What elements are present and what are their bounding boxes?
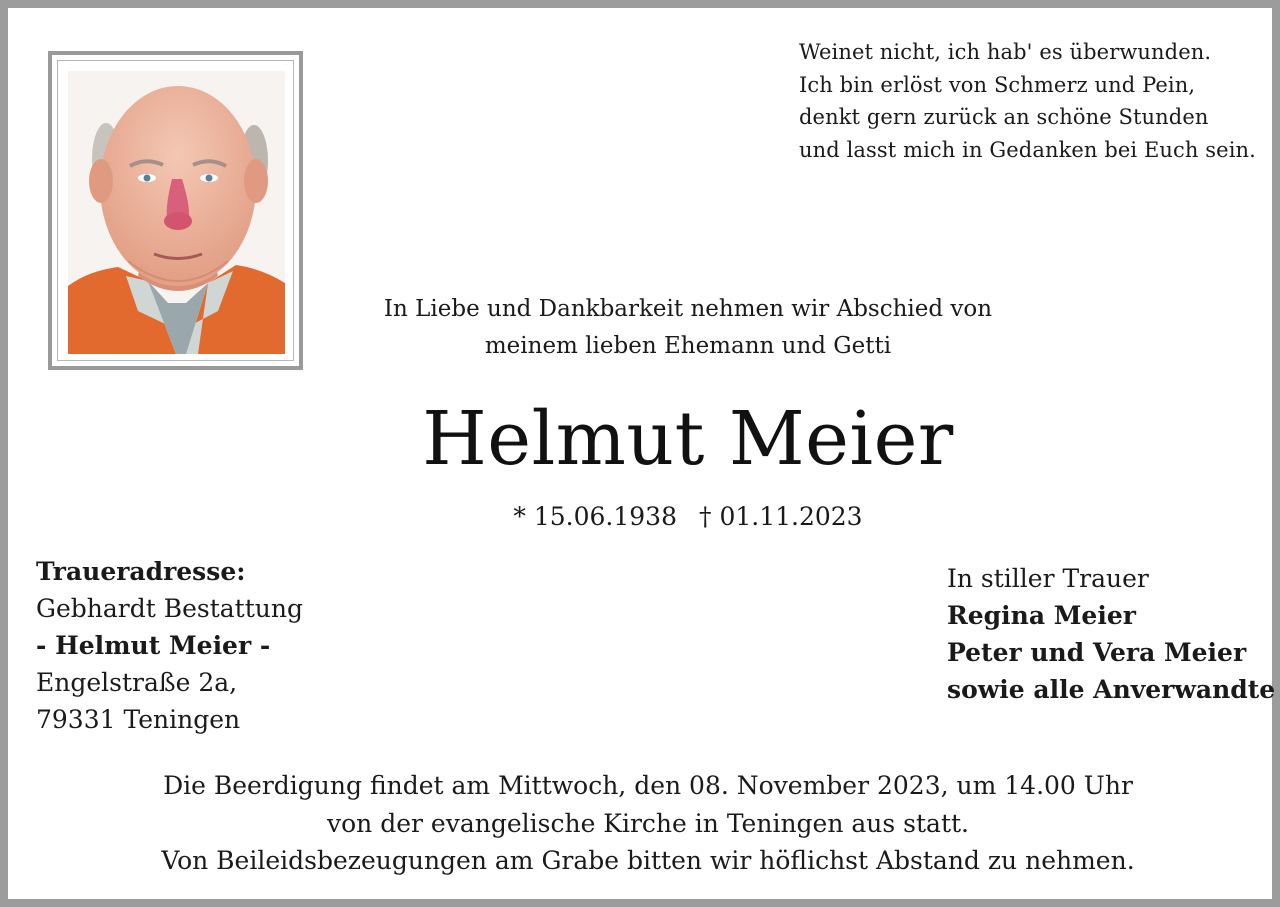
address-street: Engelstraße 2a,	[36, 668, 238, 697]
mourner-name: Peter und Vera Meier	[947, 638, 1247, 667]
portrait-illustration	[68, 71, 285, 354]
funeral-line: von der evangelische Kirche in Teningen aus statt.	[327, 808, 969, 838]
death-date: † 01.11.2023	[699, 502, 863, 531]
funeral-info	[48, 767, 1248, 880]
poem	[799, 36, 1269, 166]
birth-date: * 15.06.1938	[513, 502, 677, 531]
mourning-address	[36, 553, 396, 738]
life-dates	[308, 499, 1068, 535]
address-company: Gebhardt Bestattung	[36, 594, 303, 623]
address-heading: Traueradresse:	[36, 557, 246, 586]
mourner-name: sowie alle Anverwandte	[947, 675, 1276, 704]
address-reference: - Helmut Meier -	[36, 631, 271, 660]
address-city: 79331 Teningen	[36, 705, 241, 734]
poem-line: Ich bin erlöst von Schmerz und Pein,	[799, 72, 1196, 97]
portrait-frame	[48, 51, 303, 370]
portrait-photo	[68, 71, 285, 354]
deceased-name: Helmut Meier	[422, 396, 954, 482]
intro-line: meinem lieben Ehemann und Getti	[484, 333, 892, 359]
poem-line: denkt gern zurück an schöne Stunden	[799, 105, 1209, 129]
poem-line: Weinet nicht, ich hab' es überwunden.	[799, 40, 1212, 64]
mourners-intro: In stiller Trauer	[947, 564, 1149, 593]
funeral-line: Die Beerdigung findet am Mittwoch, den 08. November 2023, um 14.00 Uhr	[163, 771, 1133, 800]
mourner-name: Regina Meier	[947, 601, 1136, 630]
poem-line: und lasst mich in Gedanken bei Euch sein.	[799, 137, 1256, 162]
farewell-intro	[308, 291, 1068, 365]
mourners	[947, 560, 1276, 708]
intro-line: In Liebe und Dankbarkeit nehmen wir Abschied von	[383, 296, 993, 322]
funeral-line: Von Beileidsbezeugungen am Grabe bitten wir höflichst Abstand zu nehmen.	[161, 846, 1135, 875]
